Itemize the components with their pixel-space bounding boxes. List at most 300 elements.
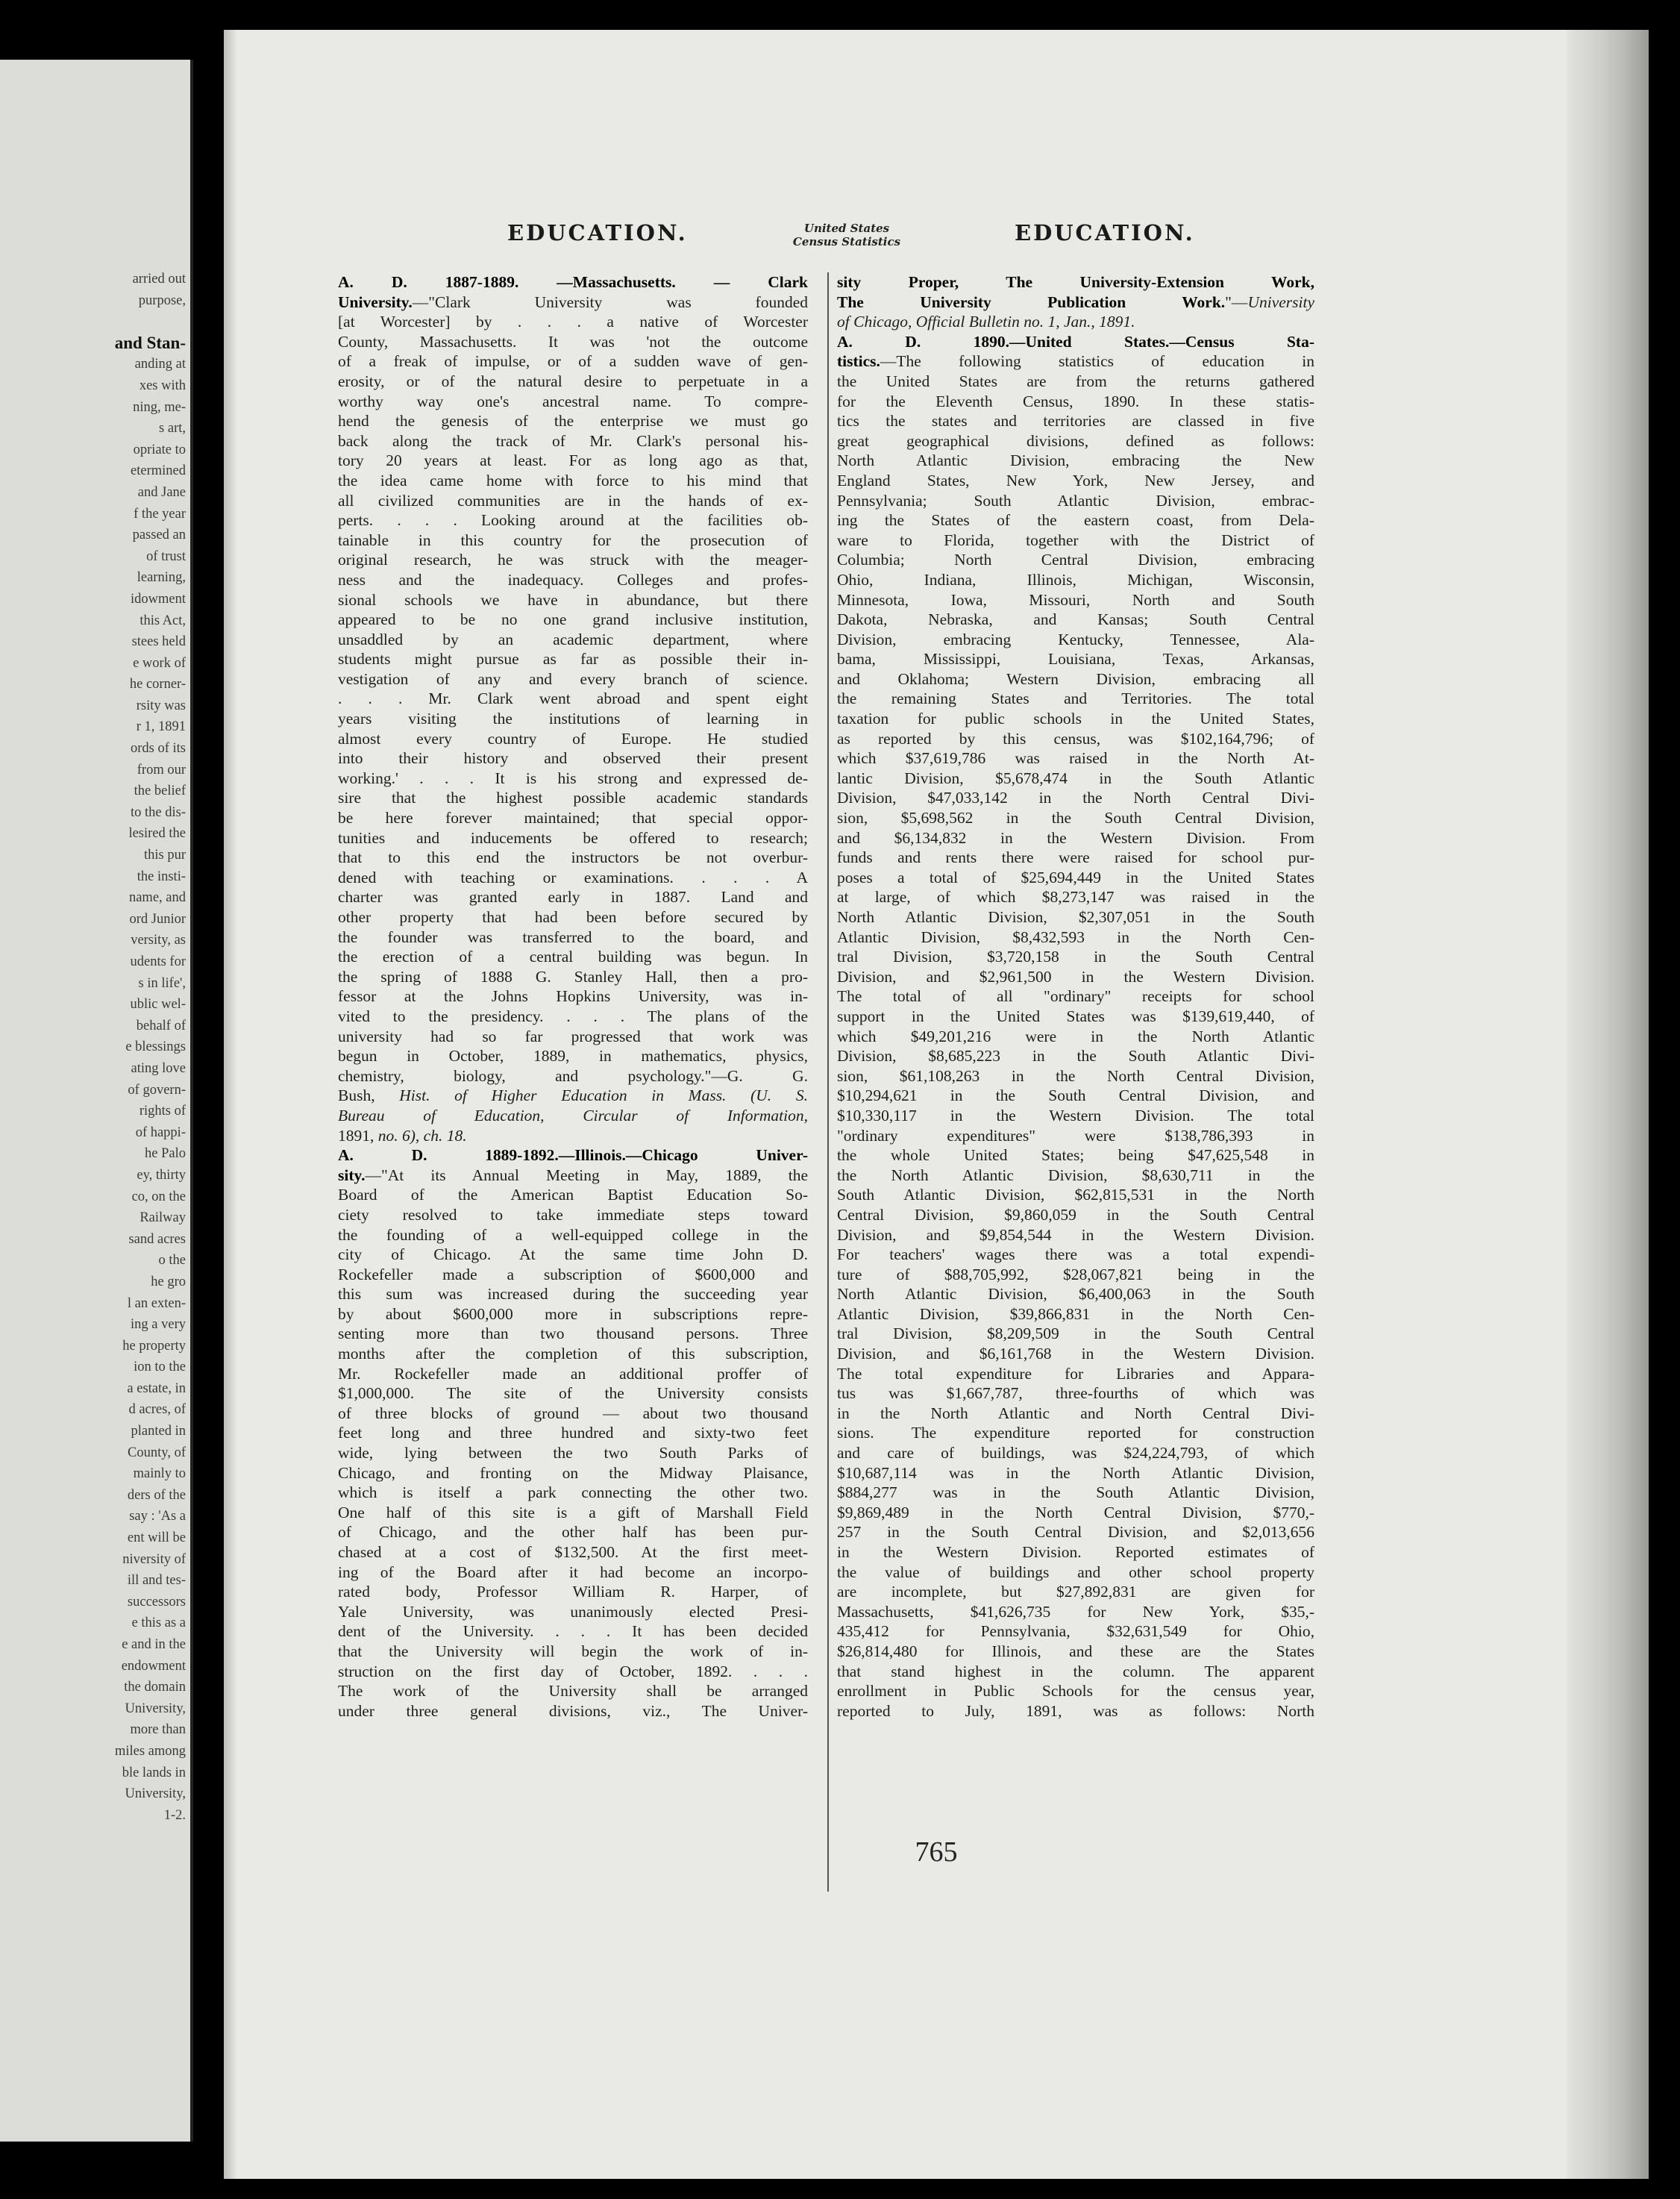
- text-line: [338, 1383, 808, 1404]
- italic-citation-text: Bureau of Education, Circular of Information,: [338, 1106, 808, 1124]
- left-page-fragment: endowment: [121, 1658, 186, 1674]
- body-text: of a freak of impulse, or of a sudden wave of gen-: [338, 352, 808, 371]
- body-text: Yale University, was unanimously elected Presi-: [338, 1602, 808, 1621]
- italic-citation-text: no. 6), ch. 18.: [377, 1126, 467, 1145]
- body-text: university had so far progressed that work was: [338, 1027, 808, 1045]
- body-text: wide, lying between the two South Parks of: [338, 1444, 808, 1463]
- body-text: North Atlantic Division, embracing the New: [837, 451, 1314, 470]
- text-line: [338, 1522, 808, 1542]
- text-line: [837, 491, 1314, 511]
- text-line: [338, 1542, 808, 1563]
- right-text-column: [837, 272, 1314, 1721]
- text-line: [338, 1404, 808, 1424]
- body-text: taxation for public schools in the United States,: [837, 710, 1314, 728]
- body-text: "—: [1225, 293, 1248, 311]
- left-page-fragment: ey, thirty: [137, 1167, 186, 1183]
- body-text: $10,330,117 in the Western Division. The total: [837, 1106, 1314, 1124]
- body-text: appeared to be no one grand inclusive institution,: [338, 610, 808, 629]
- text-line: [338, 1225, 808, 1245]
- left-page-fragment: anding at: [134, 357, 186, 372]
- body-text: for the Eleventh Census, 1890. In these statis-: [837, 392, 1314, 410]
- body-text: tral Division, $3,720,158 in the South Central: [837, 948, 1314, 966]
- text-line: [837, 808, 1314, 828]
- text-line: [837, 372, 1314, 392]
- text-line: [338, 351, 808, 372]
- text-line: [338, 848, 808, 868]
- text-line: [837, 928, 1314, 948]
- body-text: Rockefeller made a subscription of $600,000 and: [338, 1265, 808, 1283]
- body-text: working.' . . . It is his strong and expressed de-: [338, 769, 808, 787]
- body-text: that the University will begin the work of in-: [338, 1642, 808, 1660]
- text-line: [837, 1423, 1314, 1443]
- text-line: [837, 1522, 1314, 1542]
- left-page-fragment: this pur: [143, 848, 186, 863]
- body-text: students might pursue as far as possible their in-: [338, 650, 808, 669]
- body-text: as reported by this census, was $102,164,796; of: [837, 729, 1314, 748]
- text-line: [837, 570, 1314, 590]
- text-line: [338, 1265, 808, 1285]
- body-text: sional schools we have in abundance, but there: [338, 590, 808, 609]
- text-line: [338, 649, 808, 669]
- body-text: feet long and three hundred and sixty-two feet: [338, 1424, 808, 1442]
- text-line: [338, 928, 808, 948]
- body-text: and Oklahoma; Western Division, embracing all: [837, 669, 1314, 688]
- left-page-fragment: of happi-: [135, 1124, 186, 1140]
- left-page-fragment: ill and tes-: [127, 1573, 186, 1589]
- left-page-fragment: name, and: [128, 890, 186, 906]
- left-page-fragment: f the year: [134, 506, 186, 522]
- bold-heading-text: A. D. 1890.—United States.—Census Sta-: [837, 332, 1314, 351]
- body-text: County, Massachusetts. It was 'not the outcome: [338, 332, 808, 351]
- text-line: [338, 332, 808, 352]
- body-text: original research, he was struck with the meager-: [338, 551, 808, 569]
- left-page-fragment: l an exten-: [127, 1295, 186, 1311]
- left-page-fragment: d acres, of: [128, 1402, 186, 1418]
- body-text: chemistry, biology, and psychology."—G. G.: [338, 1066, 808, 1085]
- body-text: and $6,134,832 in the Western Division. From: [837, 828, 1314, 847]
- body-text: charter was granted early in 1887. Land and: [338, 888, 808, 907]
- body-text: that to this end the instructors be not overbur-: [338, 848, 808, 867]
- body-text: Atlantic Division, $8,432,593 in the North Cen-: [837, 928, 1314, 946]
- text-line: [338, 748, 808, 769]
- left-page-fragment: rsity was: [136, 698, 186, 713]
- text-line: [837, 1383, 1314, 1404]
- body-text: Atlantic Division, $39,866,831 in the North Cen-: [837, 1304, 1314, 1323]
- text-line: [837, 1404, 1314, 1424]
- text-line: [338, 1563, 808, 1583]
- text-line: [837, 351, 1314, 372]
- left-page-fragment: sand acres: [128, 1231, 186, 1247]
- text-line: [338, 1463, 808, 1483]
- body-text: support in the United States was $139,619,440, of: [837, 1007, 1314, 1025]
- text-line: [837, 431, 1314, 451]
- left-page-fragment: planted in: [131, 1424, 186, 1439]
- text-line: [837, 1066, 1314, 1086]
- left-page-fragment: ords of its: [131, 741, 186, 757]
- body-text: Division, and $9,854,544 in the Western Division.: [837, 1225, 1314, 1244]
- left-page-fragment: County, of: [128, 1445, 186, 1460]
- body-text: $10,294,621 in the South Central Division, and: [837, 1086, 1314, 1105]
- text-line: [338, 1126, 808, 1146]
- text-line: [338, 610, 808, 630]
- text-line: [338, 769, 808, 789]
- body-text: Central Division, $9,860,059 in the South Central: [837, 1205, 1314, 1224]
- text-line: [837, 510, 1314, 531]
- text-line: [338, 868, 808, 888]
- left-page-fragment: he property: [122, 1338, 186, 1354]
- body-text: in the Western Division. Reported estimates of: [837, 1543, 1314, 1561]
- body-text: 435,412 for Pennsylvania, $32,631,549 for Ohio,: [837, 1622, 1314, 1641]
- left-page-fragment: from our: [137, 762, 186, 778]
- text-line: [837, 729, 1314, 749]
- left-page-fragment: e blessings: [125, 1039, 186, 1055]
- text-line: [338, 431, 808, 451]
- body-text: tics the states and territories are classed in five: [837, 412, 1314, 431]
- text-line: [837, 1542, 1314, 1563]
- text-line: [338, 312, 808, 332]
- text-line: [338, 1086, 808, 1106]
- text-line: [837, 1582, 1314, 1602]
- bold-heading-text: A. D. 1887-1889. —Massachusetts. — Clark: [338, 273, 808, 291]
- text-line: [338, 986, 808, 1007]
- text-line: [837, 471, 1314, 491]
- adjacent-left-page: [0, 60, 193, 2142]
- text-line: [837, 669, 1314, 689]
- body-text: under three general divisions, viz., The Univer-: [338, 1701, 808, 1720]
- body-text: sion, $5,698,562 in the South Central Division,: [837, 809, 1314, 828]
- left-page-fragment: learning,: [137, 570, 186, 586]
- left-page-fragment: and Jane: [137, 484, 186, 500]
- body-text: Massachusetts, $41,626,735 for New York, $35,-: [837, 1602, 1314, 1621]
- left-page-fragment: ders of the: [127, 1487, 186, 1503]
- left-page-fragment: r 1, 1891: [136, 719, 186, 735]
- body-text: 1891,: [338, 1126, 378, 1145]
- body-text: erosity, or of the natural desire to perpetuate in a: [338, 372, 808, 390]
- body-text: sion, $61,108,263 in the North Central Division,: [837, 1066, 1314, 1085]
- body-text: at large, of which $8,273,147 was raised in the: [837, 888, 1314, 907]
- italic-citation-text: University: [1247, 293, 1314, 311]
- text-line: [837, 986, 1314, 1007]
- book-page: [224, 30, 1649, 2179]
- body-text: the idea came home with force to his mind that: [338, 471, 808, 489]
- text-line: [837, 332, 1314, 352]
- left-page-fragment: [0, 311, 186, 333]
- text-line: [338, 1662, 808, 1682]
- text-line: [338, 1007, 808, 1027]
- left-page-fragment: s art,: [159, 421, 186, 437]
- header-left-title: EDUCATION.: [507, 220, 688, 245]
- body-text: which $37,619,786 was raised in the North At-: [837, 749, 1314, 768]
- body-text: begun in October, 1889, in mathematics, physics,: [338, 1047, 808, 1066]
- body-text: tral Division, $8,209,509 in the South Central: [837, 1324, 1314, 1343]
- body-text: —"At its Annual Meeting in May, 1889, the: [365, 1166, 808, 1184]
- body-text: $26,814,480 for Illinois, and these are the States: [837, 1642, 1314, 1660]
- left-page-fragment: co, on the: [131, 1189, 186, 1204]
- left-text-column: [338, 272, 808, 1721]
- body-text: the founding of a well-equipped college in the: [338, 1225, 808, 1244]
- left-page-fragment: udents for: [130, 954, 186, 969]
- text-line: [338, 788, 808, 808]
- text-line: [837, 1621, 1314, 1642]
- text-line: [338, 1344, 808, 1364]
- body-text: enrollment in Public Schools for the census year,: [837, 1682, 1314, 1701]
- text-line: [338, 1304, 808, 1324]
- left-page-fragment: stees held: [131, 634, 186, 650]
- text-line: [338, 1145, 808, 1166]
- text-line: [837, 689, 1314, 709]
- body-text: rated body, Professor William R. Harper, of: [338, 1583, 808, 1601]
- body-text: which is itself a park connecting the other two.: [338, 1483, 808, 1502]
- body-text: dened with teaching or examinations. . . . A: [338, 868, 808, 886]
- text-line: [338, 1066, 808, 1086]
- text-line: [338, 887, 808, 907]
- body-text: reported to July, 1891, was as follows: North: [837, 1701, 1314, 1720]
- text-line: [338, 1185, 808, 1205]
- left-page-fragment: a estate, in: [127, 1380, 186, 1396]
- text-line: [338, 1245, 808, 1265]
- body-text: 257 in the South Central Division, and $2,013,656: [837, 1523, 1314, 1542]
- left-page-fragment: e this as a: [131, 1615, 186, 1631]
- left-page-fragment: University,: [125, 1701, 186, 1716]
- body-text: Board of the American Baptist Education So-: [338, 1186, 808, 1204]
- bold-heading-text: University.: [338, 293, 413, 311]
- text-line: [338, 1681, 808, 1701]
- text-line: [837, 1027, 1314, 1047]
- text-line: [837, 1205, 1314, 1225]
- text-line: [338, 451, 808, 471]
- left-page-fragment: to the dis-: [131, 804, 186, 820]
- text-line: [338, 1027, 808, 1047]
- text-line: [338, 1602, 808, 1622]
- text-line: [837, 451, 1314, 471]
- body-text: of Chicago, and the other half has been pur-: [338, 1523, 808, 1542]
- left-page-fragment: ating love: [131, 1060, 186, 1076]
- left-page-fragment: University,: [125, 1786, 186, 1802]
- left-page-fragment: ord Junior: [129, 911, 186, 927]
- text-line: [338, 411, 808, 431]
- body-text: the whole United States; being $47,625,548 in: [837, 1146, 1314, 1165]
- left-page-text-fragments: [0, 269, 186, 1826]
- body-text: tus was $1,667,787, three-fourths of which was: [837, 1384, 1314, 1403]
- left-page-fragment: rights of: [139, 1104, 186, 1119]
- text-line: [338, 471, 808, 491]
- body-text: Minnesota, Iowa, Missouri, North and South: [837, 590, 1314, 609]
- left-page-fragment: the belief: [134, 783, 186, 799]
- left-page-fragment: passed an: [132, 528, 186, 543]
- body-text: and care of buildings, was $24,224,793, of which: [837, 1444, 1314, 1463]
- body-text: city of Chicago. At the same time John D.: [338, 1245, 808, 1264]
- left-page-fragment: he corner-: [129, 677, 186, 692]
- body-text: Pennsylvania; South Atlantic Division, embrac-: [837, 491, 1314, 510]
- text-line: [338, 272, 808, 293]
- body-text: Dakota, Nebraska, and Kansas; South Central: [837, 610, 1314, 629]
- body-text: One half of this site is a gift of Marshall Field: [338, 1503, 808, 1521]
- left-page-fragment: niversity of: [122, 1551, 186, 1567]
- body-text: vited to the presidency. . . . The plans of the: [338, 1007, 808, 1025]
- text-line: [338, 1106, 808, 1126]
- text-line: [338, 1364, 808, 1384]
- text-line: [837, 967, 1314, 987]
- text-line: [338, 1423, 808, 1443]
- left-page-fragment: lesired the: [128, 826, 186, 842]
- body-text: fessor at the Johns Hopkins University, was in-: [338, 987, 808, 1006]
- left-page-fragment: of trust: [146, 548, 186, 564]
- text-line: [837, 1483, 1314, 1503]
- left-page-fragment: ble lands in: [122, 1765, 186, 1780]
- text-line: [837, 1304, 1314, 1324]
- body-text: poses a total of $25,694,449 in the United States: [837, 868, 1314, 886]
- body-text: senting more than two thousand persons. Three: [338, 1324, 808, 1343]
- left-page-fragment: purpose,: [138, 293, 186, 308]
- text-line: [338, 1166, 808, 1186]
- body-text: tunities and inducements be offered to research;: [338, 828, 808, 847]
- text-line: [837, 1701, 1314, 1721]
- left-page-fragment: this Act,: [140, 613, 186, 628]
- body-text: the United States are from the returns gathered: [837, 372, 1314, 390]
- text-line: [338, 1621, 808, 1642]
- body-text: Division, and $6,161,768 in the Western Division.: [837, 1345, 1314, 1363]
- body-text: North Atlantic Division, $6,400,063 in the South: [837, 1285, 1314, 1304]
- text-line: [837, 1602, 1314, 1622]
- text-line: [338, 1701, 808, 1721]
- text-line: [837, 411, 1314, 431]
- body-text: unsaddled by an academic department, where: [338, 630, 808, 648]
- bold-heading-text: sity.: [338, 1166, 366, 1184]
- left-page-fragment: Railway: [140, 1210, 186, 1226]
- body-text: are incomplete, but $27,892,831 are given for: [837, 1583, 1314, 1601]
- text-line: [837, 272, 1314, 293]
- left-page-fragment: s in life',: [138, 975, 186, 991]
- left-page-fragment: he Palo: [145, 1146, 186, 1162]
- header-middle-line1: United States: [803, 222, 890, 235]
- text-line: [338, 1483, 808, 1503]
- body-text: sire that the highest possible academic standards: [338, 789, 808, 807]
- text-line: [837, 907, 1314, 928]
- body-text: all civilized communities are in the hands of ex-: [338, 491, 808, 510]
- text-line: [338, 570, 808, 590]
- text-line: [837, 947, 1314, 967]
- body-text: ness and the inadequacy. Colleges and profes-: [338, 570, 808, 589]
- text-line: [837, 649, 1314, 669]
- text-line: [837, 1145, 1314, 1166]
- left-page-fragment: ning, me-: [133, 399, 186, 415]
- text-line: [338, 967, 808, 987]
- text-line: [837, 1007, 1314, 1027]
- body-text: that stand highest in the column. The apparent: [837, 1662, 1314, 1680]
- text-line: [837, 1284, 1314, 1304]
- text-line: [338, 630, 808, 650]
- left-page-fragment: the domain: [124, 1680, 186, 1695]
- body-text: dent of the University. . . . It has been decided: [338, 1622, 808, 1641]
- text-line: [837, 312, 1314, 332]
- body-text: Columbia; North Central Division, embracing: [837, 551, 1314, 569]
- body-text: $1,000,000. The site of the University consists: [338, 1384, 808, 1403]
- text-line: [837, 550, 1314, 570]
- body-text: chased at a cost of $132,500. At the first meet-: [338, 1543, 808, 1561]
- body-text: Chicago, and fronting on the Midway Plaisance,: [338, 1463, 808, 1482]
- body-text: Division, $8,685,223 in the South Atlantic Divi-: [837, 1047, 1314, 1066]
- body-text: funds and rents there were raised for school pur-: [837, 848, 1314, 867]
- left-page-fragment: o the: [158, 1253, 186, 1269]
- body-text: this sum was increased during the succeeding year: [338, 1285, 808, 1304]
- text-line: [338, 1046, 808, 1066]
- body-text: Division, $47,033,142 in the North Central Divi-: [837, 789, 1314, 807]
- body-text: in the North Atlantic and North Central Divi-: [837, 1404, 1314, 1422]
- text-line: [837, 1681, 1314, 1701]
- body-text: tainable in this country for the prosecution of: [338, 531, 808, 549]
- body-text: the founder was transferred to the board, and: [338, 928, 808, 946]
- body-text: . . . Mr. Clark went abroad and spent eight: [338, 689, 808, 708]
- body-text: ture of $88,705,992, $28,067,821 being in the: [837, 1265, 1314, 1283]
- body-text: almost every country of Europe. He studied: [338, 729, 808, 748]
- left-page-fragment: successors: [127, 1594, 186, 1610]
- body-text: $9,869,489 in the North Central Division, $770,-: [837, 1503, 1314, 1521]
- left-page-fragment: arried out: [132, 272, 186, 287]
- text-line: [837, 1503, 1314, 1523]
- bold-heading-text: tistics.: [837, 352, 880, 371]
- bold-heading-text: The University Publication Work.: [837, 293, 1226, 311]
- body-text: $10,687,114 was in the North Atlantic Division,: [837, 1463, 1314, 1482]
- text-line: [338, 729, 808, 749]
- body-text: "ordinary expenditures" were $138,786,393 in: [837, 1126, 1314, 1145]
- body-text: ware to Florida, together with the District of: [837, 531, 1314, 549]
- left-page-fragment: mainly to: [133, 1466, 186, 1482]
- left-page-fragment: say : 'As a: [129, 1509, 186, 1524]
- text-line: [338, 669, 808, 689]
- left-page-fragment: miles among: [114, 1743, 186, 1759]
- body-text: $884,277 was in the South Atlantic Division,: [837, 1483, 1314, 1502]
- body-text: [at Worcester] by . . . a native of Worcester: [338, 313, 808, 331]
- body-text: other property that had been before secured by: [338, 908, 808, 926]
- text-line: [837, 1443, 1314, 1463]
- text-line: [837, 610, 1314, 630]
- body-text: the spring of 1888 G. Stanley Hall, then a pro-: [338, 967, 808, 986]
- left-page-fragment: behalf of: [136, 1018, 186, 1033]
- body-text: ing of the Board after it had become an incorpo-: [338, 1563, 808, 1581]
- text-line: [338, 907, 808, 928]
- body-text: great geographical divisions, defined as follows:: [837, 431, 1314, 450]
- text-line: [837, 1364, 1314, 1384]
- text-line: [837, 392, 1314, 412]
- text-line: [837, 1106, 1314, 1126]
- header-middle-line2: Census Statistics: [792, 235, 901, 248]
- text-line: [837, 630, 1314, 650]
- text-line: [837, 1166, 1314, 1186]
- left-page-fragment: xes with: [139, 378, 186, 393]
- text-line: [837, 748, 1314, 769]
- body-text: The work of the University shall be arranged: [338, 1682, 808, 1701]
- text-line: [837, 769, 1314, 789]
- body-text: the erection of a central building was begun. In: [338, 948, 808, 966]
- text-line: [338, 293, 808, 313]
- text-line: [338, 510, 808, 531]
- column-divider: [827, 272, 829, 1892]
- text-line: [338, 1503, 808, 1523]
- text-line: [837, 848, 1314, 868]
- body-text: the value of buildings and other school property: [837, 1563, 1314, 1581]
- left-page-fragment: and Stan-: [114, 333, 186, 352]
- body-text: The total expenditure for Libraries and Appara-: [837, 1364, 1314, 1383]
- text-line: [837, 1046, 1314, 1066]
- text-line: [338, 531, 808, 551]
- bold-heading-text: A. D. 1889-1892.—Illinois.—Chicago Univer-: [338, 1146, 808, 1165]
- text-line: [338, 689, 808, 709]
- text-line: [837, 1185, 1314, 1205]
- left-page-fragment: ing a very: [131, 1317, 186, 1333]
- text-line: [338, 1582, 808, 1602]
- left-page-fragment: ent will be: [127, 1530, 186, 1546]
- body-text: For teachers' wages there was a total expendi-: [837, 1245, 1314, 1264]
